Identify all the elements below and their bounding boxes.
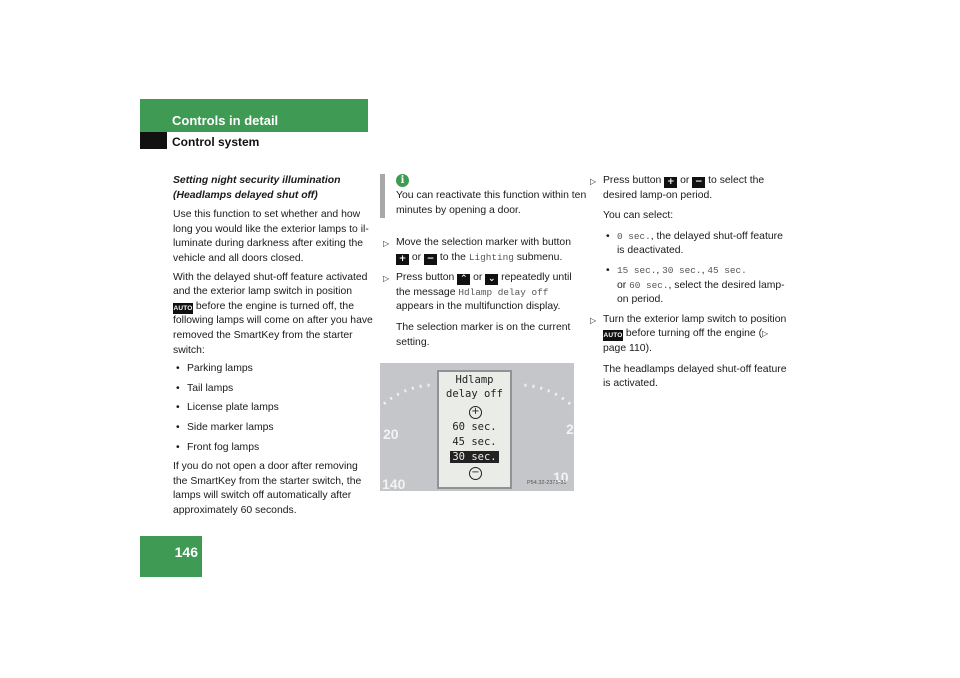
list-item [603, 230, 787, 259]
subsection-title: Control system [172, 135, 260, 149]
step-text: before turning off the engine ( [625, 328, 763, 340]
instrument-cluster-photo [380, 363, 574, 491]
page-reference-link[interactable]: page 110 [603, 342, 646, 354]
info-note [380, 174, 592, 218]
step-text: ). [645, 342, 652, 354]
photo-reference: P54.32-2375-31 [527, 480, 567, 486]
step-select-lighting [380, 236, 576, 265]
auto-switch-icon: AUTO [173, 304, 193, 312]
step-text: Press button [396, 272, 455, 284]
step-text: appears in the multifunction display. [396, 301, 561, 313]
step-arrow-icon: ▷ [590, 315, 597, 325]
or-text: or [411, 251, 422, 263]
lighting-menu-code: Lighting [468, 251, 514, 263]
lamp-label: Front fog lamps [187, 441, 260, 453]
bullet-icon: • [176, 441, 180, 453]
option-code: 30 sec. [662, 264, 702, 276]
can-select-label: You can select: [603, 210, 674, 222]
bullet-icon: • [176, 382, 180, 394]
lamp-label: Tail lamps [187, 382, 234, 394]
list-item: • 15 sec., 30 sec., 45 sec. or 60 sec., select the desired lamp-on period. [606, 264, 785, 306]
list-item [173, 401, 373, 416]
step-find-message [380, 271, 576, 315]
step-turn-switch [587, 313, 787, 357]
bullet-icon: • [176, 363, 180, 375]
selection-marker: 30 sec. [452, 451, 497, 463]
step-text: to the [439, 251, 466, 263]
list-item [173, 421, 373, 436]
option-text: , the delayed shut-off feature is deactivated. [617, 230, 783, 257]
option-code: 15 sec. [617, 264, 657, 276]
list-item [173, 441, 373, 456]
left-column [173, 174, 373, 522]
minus-button-icon: − [692, 177, 705, 188]
plus-button-icon: + [664, 177, 677, 188]
display-option-selected [439, 451, 510, 463]
activation-text-b: before the engine is turned off, the following lamps will come on after you have removed the SmartKey from the starter switch: [173, 300, 373, 356]
section-heading: Setting night security illumination (Headlamps delayed shut off) [173, 175, 341, 201]
activation-paragraph [173, 271, 373, 359]
bullet-icon: • [176, 402, 180, 414]
auto-switch-icon: AUTO [603, 332, 623, 340]
bullet-icon: • [606, 230, 610, 242]
down-button-icon: ⌄ [485, 274, 498, 285]
step-text: Turn the exterior lamp switch to position [603, 313, 787, 325]
section-marker [140, 132, 167, 149]
step-select-period [587, 174, 787, 203]
section-title: Controls in detail [172, 113, 279, 128]
or-text: or [617, 279, 627, 291]
plus-button-icon: + [396, 254, 409, 265]
outro-paragraph: If you do not open a door after removing the SmartKey from the starter switch, the lamps will switch off automatically after approximately 60 seconds. [173, 461, 362, 516]
gauge-label: 20 [383, 426, 399, 442]
list-item [173, 362, 373, 377]
gauge-label: 2 [566, 421, 574, 437]
bullet-icon: • [606, 264, 610, 276]
minus-button-icon: − [424, 254, 437, 265]
middle-column [380, 236, 576, 356]
minus-circle-icon: − [469, 467, 482, 480]
result-text: The headlamps delayed shut-off feature is activated. [603, 363, 787, 390]
multifunction-display [437, 370, 512, 489]
step-text: Move the selection marker with button [396, 237, 571, 248]
lamp-label: License plate lamps [187, 402, 279, 414]
step-arrow-icon: ▷ [383, 274, 390, 284]
list-item [173, 382, 373, 397]
activation-text-a: With the delayed shut-off feature activated and the exterior lamp switch in position [173, 271, 368, 298]
selection-marker-note: The selection marker is on the current setting. [396, 321, 571, 348]
option-text: , select the desired lamp-on period. [617, 279, 785, 306]
gauge-label: 10 [553, 469, 569, 485]
option-code: 60 sec. [629, 279, 669, 291]
lamp-label: Parking lamps [187, 363, 253, 375]
bullet-icon: • [176, 421, 180, 433]
display-option: 45 sec. [452, 436, 497, 448]
step-text: submenu. [516, 251, 563, 263]
step-arrow-icon: ▷ [383, 239, 390, 248]
step-text: Press button [603, 175, 662, 186]
page-number: 146 [174, 544, 198, 560]
intro-paragraph: Use this function to set whether and how long you would like the exterior lamps to il-luminate during darkness after exiting the vehicle and all doors closed. [173, 209, 369, 264]
or-text: or [680, 175, 690, 186]
display-option: 60 sec. [452, 421, 497, 433]
right-column [587, 174, 787, 398]
step-text: repeatedly until the message [396, 272, 572, 298]
info-note-text: You can reactivate this function within ten minutes by opening a door. [396, 190, 587, 216]
option-code: 45 sec. [707, 264, 747, 276]
info-icon: i [396, 174, 409, 187]
lamp-label: Side marker lamps [187, 421, 274, 433]
or-text: or [473, 272, 483, 284]
step-arrow-icon: ▷ [590, 177, 597, 186]
up-button-icon: ⌃ [457, 274, 470, 285]
gauge-label: 140 [382, 476, 406, 491]
display-message-code: Hdlamp delay off [458, 286, 549, 298]
display-line: Hdlamp [455, 374, 494, 386]
page-ref-arrow-icon: ▷ [762, 329, 769, 339]
step-text: to select the desired lamp-on period. [603, 175, 765, 201]
plus-circle-icon: + [469, 406, 482, 419]
option-code: 0 sec. [617, 230, 651, 242]
display-line: delay off [446, 388, 503, 400]
